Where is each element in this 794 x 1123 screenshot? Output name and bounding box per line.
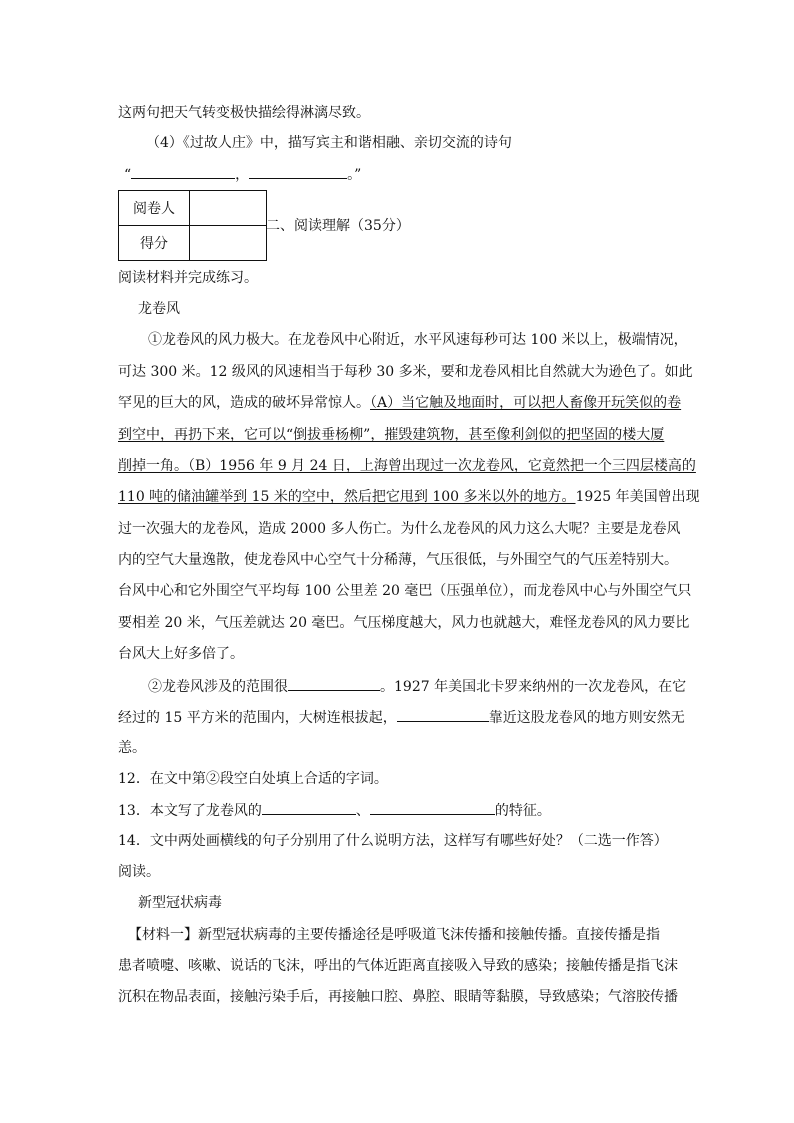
paragraph-line: 【材料一】新型冠状病毒的主要传播途径是呼吸道飞沫传播和接触传播。直接传播是指 — [128, 927, 660, 943]
text-span: ②龙卷风涉及的范围很 — [148, 679, 288, 695]
paragraph-line — [118, 707, 685, 728]
reading-intro: 阅读材料并完成练习。 — [118, 270, 258, 286]
paragraph-line: 恙。 — [118, 740, 146, 756]
answer-blank — [262, 800, 356, 815]
paragraph-line: 台风中心和它外围空气平均每 100 公里差 20 毫巴（压强单位），而龙卷风中心与外围空气只 — [118, 583, 692, 599]
answer-blank — [370, 800, 495, 815]
paragraph-line: 过一次强大的龙卷风，造成 2000 多人伤亡。为什么龙卷风的风力这么大呢？主要是龙卷风 — [118, 521, 681, 537]
question-13 — [118, 800, 551, 821]
underlined-sentence-a: （A）当它触及地面时，可以把人畜像开玩笑似的卷 — [370, 395, 682, 411]
article-title: 新型冠状病毒 — [138, 895, 222, 911]
underlined-sentence-b: 110 吨的储油罐举到 15 米的空中，然后把它甩到 100 多米以外的地方。 — [118, 489, 576, 505]
text-span: 13．本文写了龙卷风的 — [118, 803, 262, 819]
score-table — [118, 190, 267, 261]
quote-comma: ， — [235, 167, 250, 183]
underlined-sentence-b: （B）1956 年 9 月 24 日，上海曾出现过一次龙卷风，它竟然把一个三四层楼高的 — [188, 458, 696, 474]
answer-blank — [249, 164, 347, 179]
underlined-sentence-a: 削掉一角。 — [118, 458, 188, 474]
text-line: 这两句把天气转变极快描绘得淋漓尽致。 — [118, 105, 370, 121]
question-4: （4）《过故人庄》中，描写宾主和谐相融、亲切交流的诗句 — [146, 135, 512, 151]
paragraph-line — [118, 393, 681, 413]
text-span: 1925 年美国曾出现 — [575, 489, 700, 505]
answer-blank — [288, 676, 380, 691]
text-span: 经过的 15 平方米的范围内，大树连根拔起， — [118, 710, 397, 726]
paragraph-line: 患者喷嚏、咳嗽、说话的飞沫，呼出的气体近距离直接吸入导致的感染；接触传播是指飞沫 — [118, 958, 678, 974]
question-14: 14．文中两处画横线的句子分别用了什么说明方法，这样写有哪些好处？（二选一作答） — [118, 833, 668, 849]
section-heading: 二、阅读理解（35分） — [266, 218, 410, 234]
poem-blank-line — [124, 164, 361, 185]
article-title: 龙卷风 — [138, 301, 180, 317]
paragraph-line: 台风大上好多倍了。 — [118, 646, 244, 662]
paragraph-line: 内的空气大量逸散，使龙卷风中心空气十分稀薄，气压很低，与外围空气的气压差特别大。 — [118, 552, 678, 568]
score-cell — [190, 226, 267, 261]
paragraph-line — [148, 676, 686, 697]
grader-label: 阅卷人 — [119, 191, 190, 226]
text-span: 罕见的巨大的风，造成的破坏异常惊人。 — [118, 395, 370, 411]
reading-intro: 阅读。 — [118, 864, 160, 880]
text-span: 、 — [355, 803, 370, 819]
paragraph-line: 可达 300 米。12 级风的风速相当于每秒 30 多米，要和龙卷风相比自然就大为逊色了。如此 — [118, 364, 693, 380]
underlined-sentence-a: 到空中，再扔下来，它可以“倒拔垂杨柳”，摧毁建筑物，甚至像利剑似的把坚固的楼大厦 — [118, 427, 665, 443]
paragraph-line — [118, 456, 696, 476]
paragraph-line: 要相差 20 米，气压差就达 20 毫巴。气压梯度越大，风力也就越大，难怪龙卷风的风力要比 — [118, 615, 690, 631]
text-span: 的特征。 — [494, 803, 551, 819]
grader-cell — [190, 191, 267, 226]
text-span: 靠近这股龙卷风的地方则安然无 — [488, 710, 685, 726]
answer-blank — [397, 707, 489, 722]
paragraph-line: 沉积在物品表面，接触污染手后，再接触口腔、鼻腔、眼睛等黏膜，导致感染；气溶胶传播 — [118, 989, 678, 1005]
answer-blank — [131, 164, 235, 179]
paragraph-line — [118, 487, 700, 507]
question-12: 12．在文中第②段空白处填上合适的字词。 — [118, 771, 388, 787]
quote-open: “ — [124, 167, 132, 183]
text-span: 。1927 年美国北卡罗来纳州的一次龙卷风，在它 — [380, 679, 687, 695]
score-label: 得分 — [119, 226, 190, 261]
quote-close: 。” — [347, 167, 362, 183]
paragraph-line: ①龙卷风的风力极大。在龙卷风中心附近，水平风速每秒可达 100 米以上，极端情况， — [148, 332, 688, 348]
